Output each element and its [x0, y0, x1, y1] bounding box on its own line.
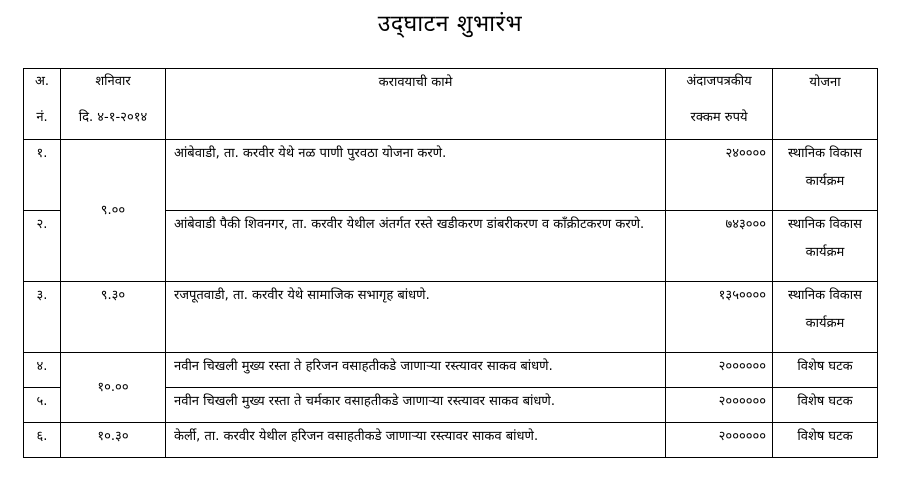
row-number: ३.: [36, 288, 48, 303]
header-amount-bottom: रक्कम रुपये: [690, 110, 748, 125]
header-work: करावयाची कामे: [166, 69, 666, 140]
scheme: स्थानिक विकास कार्यक्रम: [788, 146, 862, 189]
amount: २००००००: [718, 359, 766, 374]
page-title: उद्‌घाटन शुभारंभ: [377, 11, 523, 37]
header-amount-top: अंदाजपत्रकीय: [686, 74, 752, 89]
row-number: ५.: [36, 394, 48, 409]
work-description: रजपूतवाडी, ता. करवीर येथे सामाजिक सभागृह बांधणे.: [174, 288, 430, 303]
work-description: आंबेवाडी, ता. करवीर येथे नळ पाणी पुरवठा योजना करणे.: [174, 146, 447, 161]
amount: २००००००: [718, 394, 766, 409]
header-amount: [666, 69, 773, 140]
row-number: १.: [36, 146, 48, 161]
time-slot: १०.३०: [97, 429, 129, 444]
works-table: [23, 68, 878, 458]
time-slot: ९.३०: [100, 288, 126, 303]
table-row: [24, 353, 878, 388]
time-slot: ९.००: [100, 202, 126, 218]
work-description: आंबेवाडी पैकी शिवनगर, ता. करवीर येथील अंतर्गत रस्ते खडीकरण डांबरीकरण व कॉंक्रीटकरण करणे.: [174, 217, 645, 232]
scheme: विशेष घटक: [797, 359, 853, 374]
amount: २००००००: [718, 429, 766, 444]
work-description: केर्ली, ता. करवीर येथील हरिजन वसाहतीकडे जाणाऱ्या रस्त्यावर साकव बांधणे.: [174, 429, 539, 444]
header-date: दि. ४-१-२०१४: [78, 110, 148, 125]
amount: २४००००: [725, 146, 766, 161]
scheme: विशेष घटक: [797, 429, 853, 444]
scheme: स्थानिक विकास कार्यक्रम: [788, 288, 862, 331]
header-day-date: [61, 69, 166, 140]
header-serial: [24, 69, 61, 140]
header-serial-bottom: नं.: [36, 110, 48, 125]
row-number: २.: [36, 217, 48, 232]
table-row: [24, 140, 878, 211]
header-scheme: योजना: [773, 69, 878, 140]
table-row: [24, 282, 878, 353]
table-header-row: [24, 69, 878, 140]
work-description: नवीन चिखली मुख्य रस्ता ते हरिजन वसाहतीकडे जाणाऱ्या रस्त्यावर साकव बांधणे.: [174, 359, 553, 374]
time-slot: १०.००: [97, 379, 129, 395]
scheme: स्थानिक विकास कार्यक्रम: [788, 217, 862, 260]
header-serial-top: अ.: [34, 74, 50, 89]
amount: १३५००००: [718, 288, 766, 303]
row-number: ६.: [36, 429, 48, 444]
work-description: नवीन चिखली मुख्य रस्ता ते चर्मकार वसाहतीकडे जाणाऱ्या रस्त्यावर साकव बांधणे.: [174, 394, 555, 409]
header-day: शनिवार: [95, 74, 131, 89]
scheme: विशेष घटक: [797, 394, 853, 409]
table-row: [24, 423, 878, 458]
amount: ७४३०००: [725, 217, 766, 232]
row-number: ४.: [36, 359, 48, 374]
